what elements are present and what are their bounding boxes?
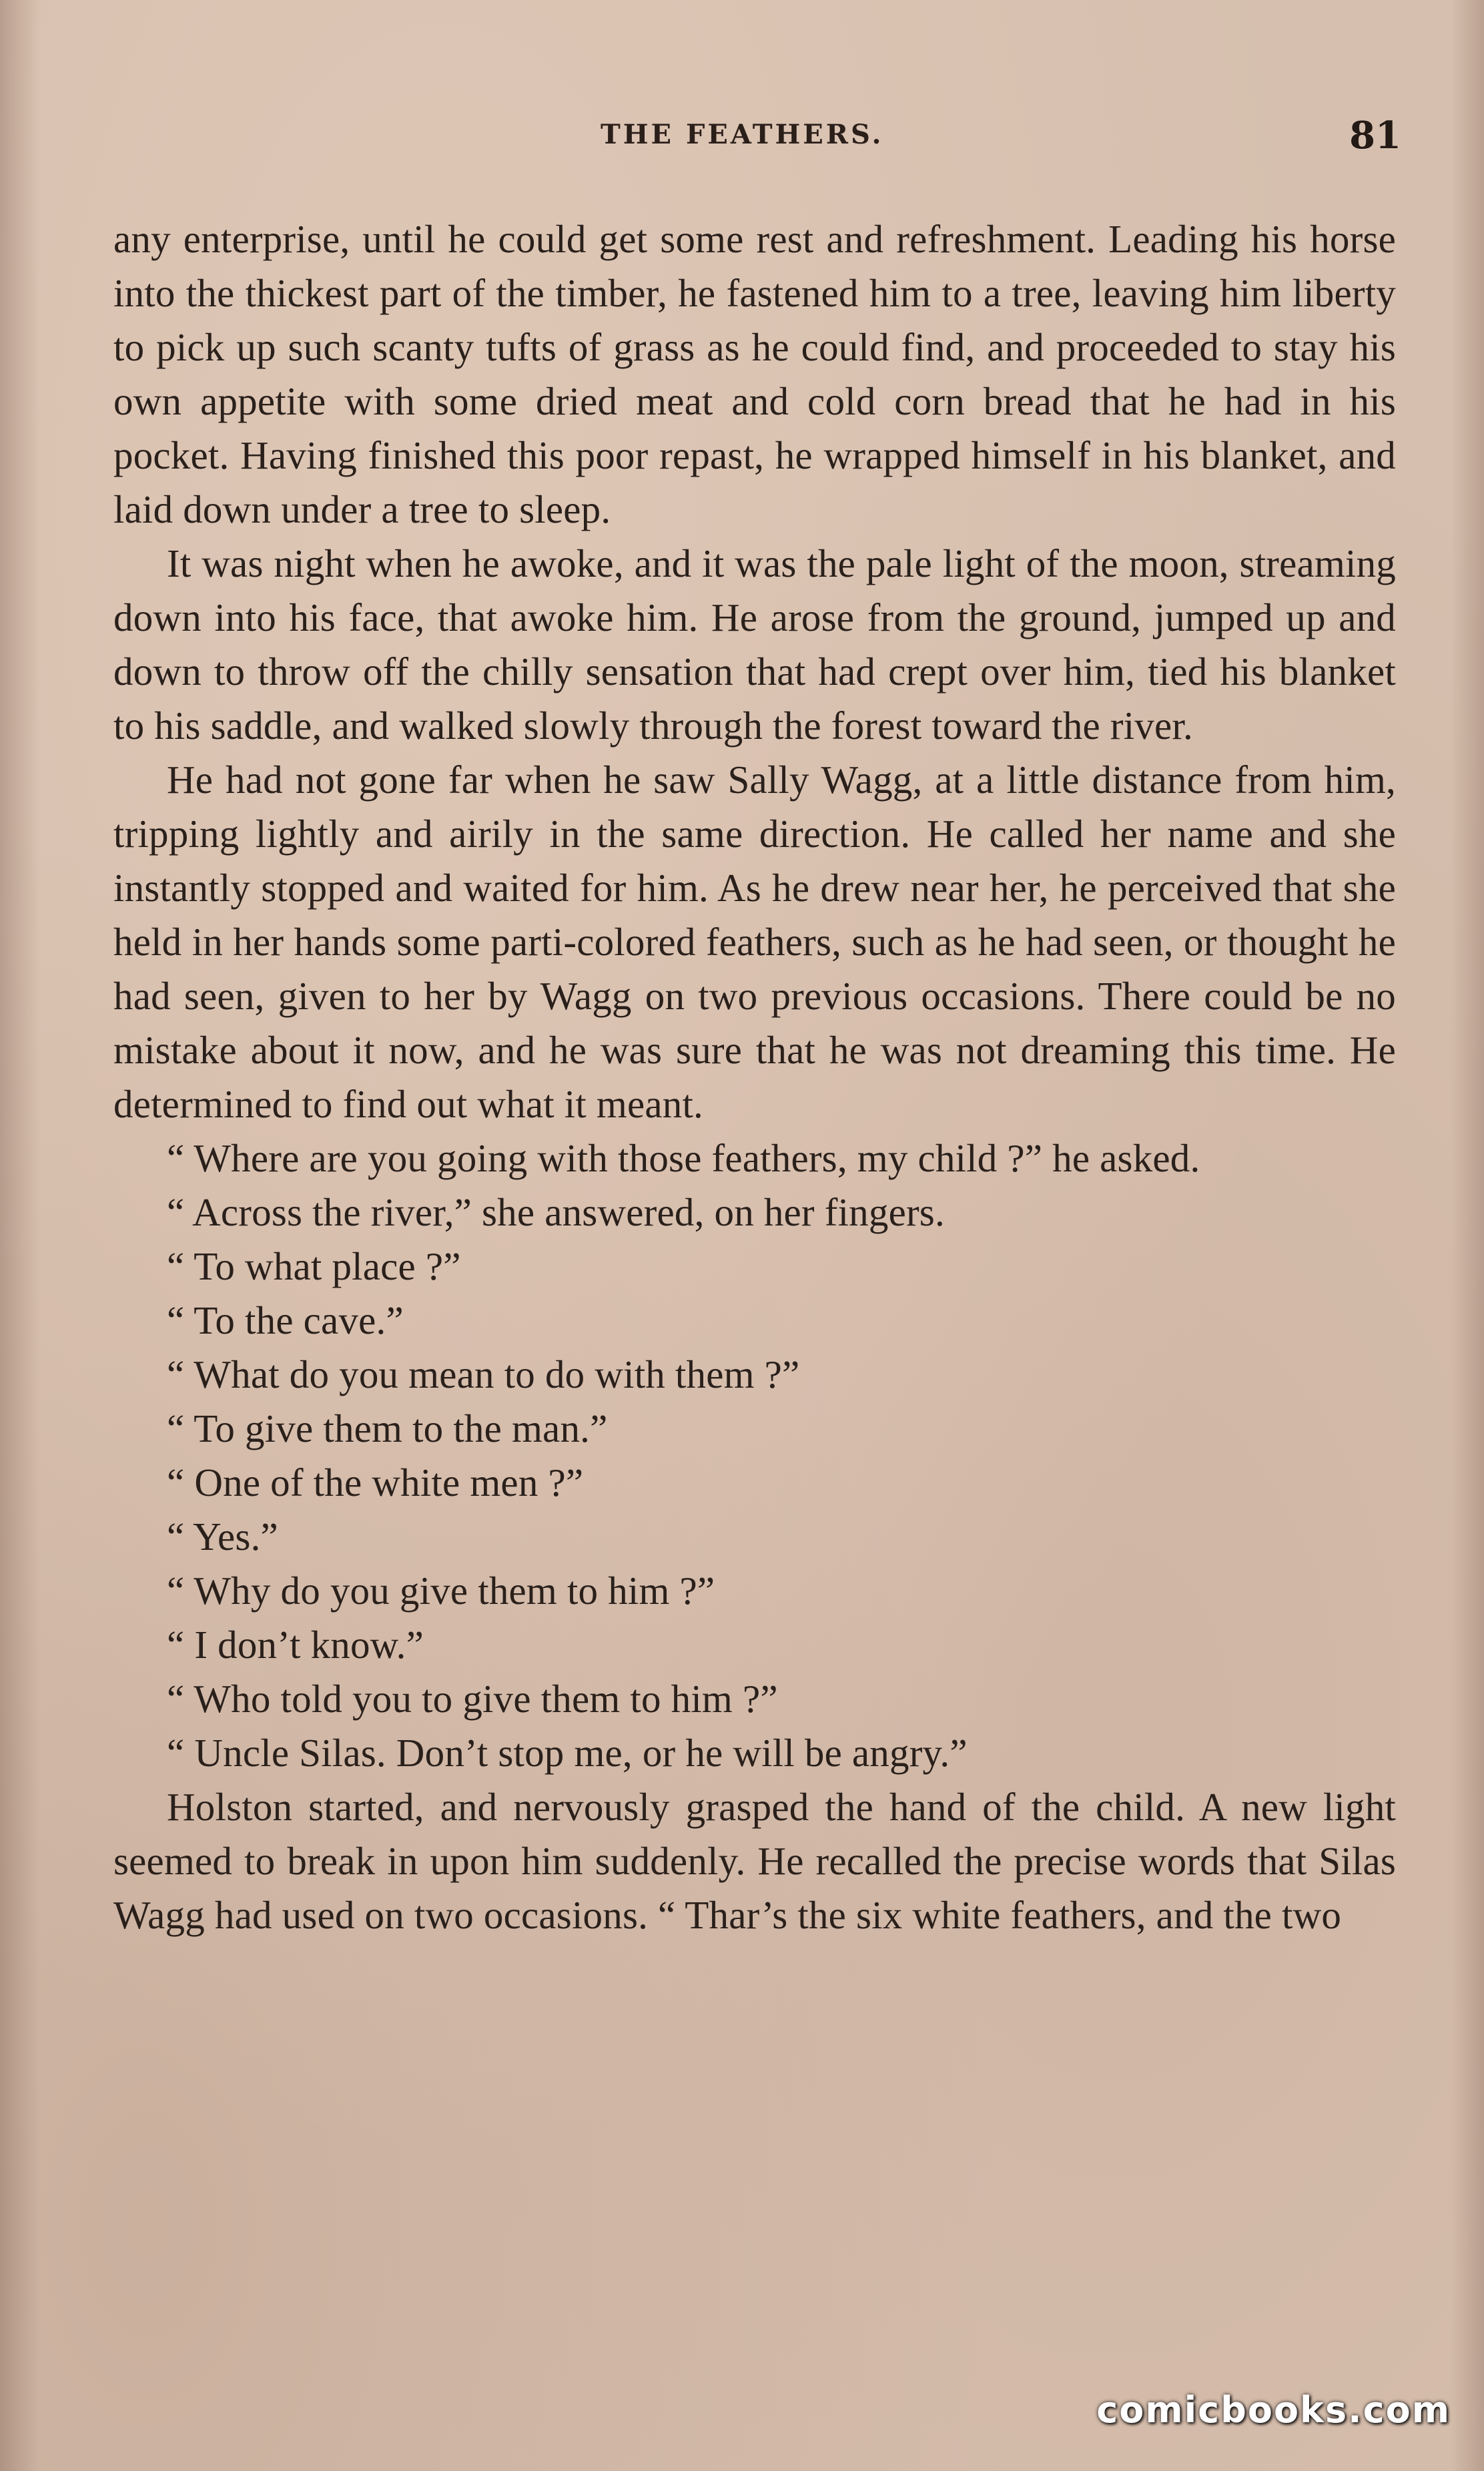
- page-edge-shadow-right: [1451, 0, 1484, 2471]
- dialogue-line: “ Across the river,” she answered, on her fingers.: [167, 1190, 945, 1234]
- dialogue-line: “ To the cave.”: [167, 1298, 404, 1342]
- dialogue-line: “ What do you mean to do with them ?”: [167, 1352, 800, 1396]
- running-title: THE FEATHERS.: [601, 119, 884, 150]
- paragraph: It was night when he awoke, and it was the pale light of the moon, streaming down into his face, that awoke him. He arose from the ground, jumped up and down to throw off the chilly sensation that had crept over him, tied his blanket to his saddle, and walked slowly through the forest toward the river.: [113, 541, 1396, 748]
- page-number: 81: [1349, 113, 1401, 158]
- dialogue-line: “ Yes.”: [167, 1515, 278, 1559]
- dialogue-line: “ Uncle Silas. Don’t stop me, or he will be angry.”: [167, 1731, 968, 1775]
- dialogue-line: “ To what place ?”: [167, 1244, 461, 1288]
- dialogue-line: “ Who told you to give them to him ?”: [167, 1677, 778, 1721]
- dialogue-line: “ To give them to the man.”: [167, 1406, 608, 1450]
- dialogue-line: “ One of the white men ?”: [167, 1460, 584, 1504]
- paragraph: He had not gone far when he saw Sally Wagg, at a little distance from him, tripping lightly and airily in the same direction. He called her name and she instantly stopped and waited for him. As he drew near her, he perceived that she held in her hands some parti-colored feathers, such as he had seen, or thought he had seen, given to her by Wagg on two previous occasions. There could be no mistake about it now, and he was sure that he was not dreaming this time. He determined to find out what it meant.: [113, 758, 1396, 1126]
- watermark: comicbooks.com: [1096, 2389, 1451, 2431]
- paragraph: any enterprise, until he could get some rest and refreshment. Leading his horse into the thickest part of the timber, he fastened him to a tree, leaving him liberty to pick up such scanty tufts of grass as he could find, and proceeded to stay his own appetite with some dried meat and cold corn bread that he had in his pocket. Having finished this poor repast, he wrapped himself in his blanket, and laid down under a tree to sleep.: [113, 217, 1396, 531]
- running-head: [113, 113, 1401, 160]
- dialogue-line: “ Why do you give them to him ?”: [167, 1569, 715, 1613]
- dialogue-line: “ I don’t know.”: [167, 1623, 424, 1667]
- paragraph: Holston started, and nervously grasped the hand of the child. A new light seemed to break in upon him suddenly. He recalled the precise words that Silas Wagg had used on two occasions. “ Thar’s the six white feathers, and the two: [113, 1785, 1396, 1937]
- page-edge-shadow-left: [0, 0, 40, 2471]
- body-text: [113, 212, 1396, 1942]
- dialogue-line: “ Where are you going with those feathers, my child ?” he asked.: [167, 1136, 1200, 1180]
